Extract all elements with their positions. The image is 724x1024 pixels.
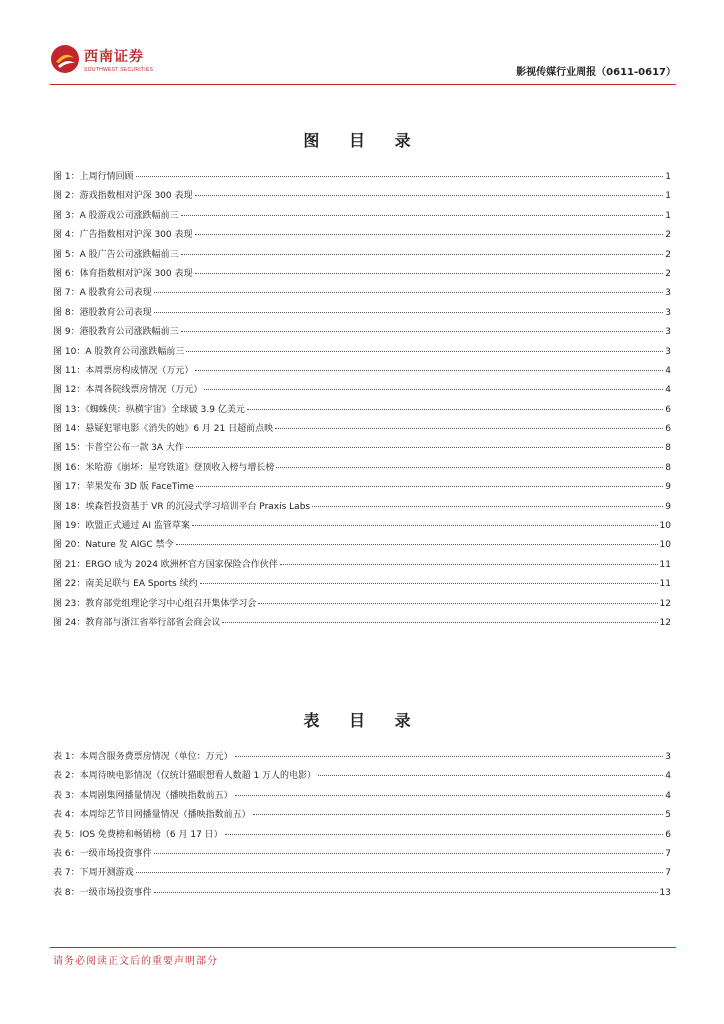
table-toc-entry-label: 表 7：下周开测游戏 [53,868,134,879]
table-toc-entry-page: 6 [665,829,671,840]
dot-leader [247,409,663,410]
table-toc-entry[interactable] [53,885,671,904]
dot-leader [280,564,658,565]
figure-toc-entry[interactable] [53,440,671,459]
figure-toc-entry-page: 1 [665,191,671,202]
figure-toc-entry-label: 图 14：悬疑犯罪电影《消失的她》6 月 21 日超前点映 [53,424,274,435]
table-toc-entry-label: 表 2：本周待映电影情况（仅统计猫眼想看人数超 1 万人的电影） [53,771,317,782]
figure-toc-entry-page: 11 [659,579,671,590]
dot-leader [253,814,664,815]
tables-toc-title: 表 目 录 [303,711,423,730]
table-toc-entry-page: 7 [665,848,671,859]
dot-leader [200,583,658,584]
table-toc-entry[interactable] [53,749,671,768]
tables-toc-list [53,749,671,904]
figure-toc-entry-page: 6 [665,404,671,415]
figure-toc-entry[interactable] [53,596,671,615]
table-toc-entry-page: 4 [665,790,671,801]
figure-toc-entry-label: 图 1：上周行情回顾 [53,172,134,182]
table-toc-entry-page: 5 [665,810,671,821]
dot-leader [195,273,664,274]
figure-toc-entry[interactable] [53,247,671,266]
figure-toc-entry-label: 图 12：本周各院线票房情况（万元） [53,385,203,396]
figure-toc-entry[interactable] [53,460,671,479]
figure-toc-entry-page: 4 [665,365,671,376]
figure-toc-entry[interactable] [53,266,671,285]
figure-toc-entry-page: 12 [659,617,671,628]
table-toc-entry-label: 表 5：IOS 免费榜和畅销榜（6 月 17 日） [53,829,223,840]
figure-toc-entry-label: 图 17：苹果发布 3D 版 FaceTime [53,482,194,493]
figure-toc-entry-page: 6 [665,424,671,435]
figure-toc-entry-page: 3 [665,307,671,318]
figure-toc-entry[interactable] [53,615,671,634]
dot-leader [181,331,664,332]
dot-leader [154,292,664,293]
dot-leader [204,389,663,390]
figure-toc-entry-label: 图 5：A 股广告公司涨跌幅前三 [53,249,179,260]
table-toc-entry-label: 表 4：本周综艺节目网播量情况（播映指数前五） [53,810,251,821]
figure-toc-entry-label: 图 21：ERGO 成为 2024 欧洲杯官方国家保险合作伙伴 [53,559,278,570]
figure-toc-entry-label: 图 22：南美足联与 EA Sports 续约 [53,579,198,590]
footer-divider [50,947,676,948]
figure-toc-entry-label: 图 3：A 股游戏公司涨跌幅前三 [53,210,179,221]
figure-toc-entry-label: 图 8：港股教育公司表现 [53,307,152,318]
dot-leader [154,892,658,893]
figure-toc-entry[interactable] [53,169,671,188]
table-toc-entry[interactable] [53,807,671,826]
figure-toc-entry[interactable] [53,324,671,343]
dot-leader [154,312,664,313]
figure-toc-entry[interactable] [53,227,671,246]
logo-mark-icon [50,44,80,74]
figure-toc-entry[interactable] [53,188,671,207]
dot-leader [318,775,663,776]
company-logo [50,42,190,82]
dot-leader [195,195,664,196]
logo-chinese-name: 西南证券 [84,49,144,65]
table-toc-entry[interactable] [53,788,671,807]
table-toc-entry-page: 13 [659,887,671,898]
dot-leader [235,795,664,796]
header-divider [50,84,676,85]
figure-toc-entry-page: 10 [659,521,671,532]
dot-leader [195,370,663,371]
table-toc-entry-page: 4 [665,771,671,782]
dot-leader [181,254,664,255]
figure-toc-entry[interactable] [53,421,671,440]
figure-toc-entry-label: 图 9：港股教育公司涨跌幅前三 [53,327,179,338]
dot-leader [154,853,664,854]
table-toc-entry[interactable] [53,827,671,846]
table-toc-entry-label: 表 3：本周剧集网播量情况（播映指数前五） [53,790,233,801]
table-toc-entry-label: 表 8：一级市场投资事件 [53,887,152,898]
figure-toc-entry[interactable] [53,499,671,518]
report-title: 影视传媒行业周报（0611-0617） [516,67,676,78]
table-toc-entry-page: 7 [665,868,671,879]
dot-leader [225,834,664,835]
figure-toc-entry[interactable] [53,479,671,498]
figure-toc-entry-page: 8 [665,443,671,454]
dot-leader [186,351,663,352]
figure-toc-entry-label: 图 13：《蜘蛛侠：纵横宇宙》全球破 3.9 亿美元 [53,404,245,415]
figure-toc-entry-label: 图 4：广告指数相对沪深 300 表现 [53,230,193,241]
figure-toc-entry-page: 2 [665,230,671,241]
figures-toc-title: 图 目 录 [303,131,423,150]
figure-toc-entry[interactable] [53,557,671,576]
table-toc-entry-label: 表 6：一级市场投资事件 [53,848,152,859]
figure-toc-entry-page: 1 [665,172,671,182]
dot-leader [181,215,664,216]
figure-toc-entry-page: 8 [665,462,671,473]
figure-toc-entry[interactable] [53,576,671,595]
figure-toc-entry[interactable] [53,382,671,401]
dot-leader [195,234,664,235]
figures-toc-list [53,169,671,634]
figure-toc-entry[interactable] [53,305,671,324]
figure-toc-entry-page: 3 [665,288,671,299]
figure-toc-entry[interactable] [53,518,671,537]
figure-toc-entry-label: 图 10：A 股教育公司涨跌幅前三 [53,346,185,357]
dot-leader [136,176,664,177]
dot-leader [136,872,664,873]
dot-leader [222,622,657,623]
figure-toc-entry-page: 11 [659,559,671,570]
dot-leader [196,486,663,487]
figure-toc-entry-label: 图 6：体育指数相对沪深 300 表现 [53,268,193,279]
dot-leader [312,506,663,507]
figure-toc-entry-page: 2 [665,268,671,279]
figure-toc-entry[interactable] [53,344,671,363]
figure-toc-entry-label: 图 16：米哈游《崩坏：星穹铁道》登顶收入榜与增长榜 [53,462,275,473]
figure-toc-entry[interactable] [53,402,671,421]
disclaimer-text: 请务必阅读正文后的重要声明部分 [53,956,218,967]
figure-toc-entry-page: 4 [665,385,671,396]
figure-toc-entry-label: 图 23：教育部党组理论学习中心组召开集体学习会 [53,598,257,609]
figure-toc-entry-page: 3 [665,327,671,338]
dot-leader [275,428,663,429]
table-toc-entry-label: 表 1：本周含服务费票房情况（单位：万元） [53,752,233,762]
table-toc-entry[interactable] [53,846,671,865]
figure-toc-entry-label: 图 19：欧盟正式通过 AI 监管草案 [53,521,190,532]
table-toc-entry[interactable] [53,768,671,787]
dot-leader [235,756,664,757]
figure-toc-entry-page: 1 [665,210,671,221]
table-toc-entry-page: 3 [665,752,671,762]
figure-toc-entry-page: 10 [659,540,671,551]
figure-toc-entry-label: 图 24：教育部与浙江省举行部省会商会议 [53,617,221,628]
dot-leader [192,525,658,526]
figure-toc-entry-label: 图 18：埃森哲投资基于 VR 的沉浸式学习培训平台 Praxis Labs [53,501,311,512]
figure-toc-entry[interactable] [53,537,671,556]
figure-toc-entry-page: 3 [665,346,671,357]
figure-toc-entry[interactable] [53,208,671,227]
figure-toc-entry-page: 12 [659,598,671,609]
dot-leader [258,603,657,604]
figure-toc-entry-page: 2 [665,249,671,260]
figure-toc-entry-label: 图 20：Nature 发 AIGC 禁令 [53,540,174,551]
dot-leader [186,447,663,448]
figure-toc-entry-label: 图 2：游戏指数相对沪深 300 表现 [53,191,193,202]
dot-leader [276,467,663,468]
figure-toc-entry-label: 图 11：本周票房构成情况（万元） [53,365,194,376]
figure-toc-entry-label: 图 15：卡普空公布一款 3A 大作 [53,443,184,454]
figure-toc-entry[interactable] [53,285,671,304]
dot-leader [176,544,658,545]
figure-toc-entry[interactable] [53,363,671,382]
page-header [50,38,676,84]
figure-toc-entry-page: 9 [665,482,671,493]
figure-toc-entry-label: 图 7：A 股教育公司表现 [53,288,152,299]
logo-english-name: SOUTHWEST SECURITIES [84,67,154,73]
table-toc-entry[interactable] [53,865,671,884]
figure-toc-entry-page: 9 [665,501,671,512]
